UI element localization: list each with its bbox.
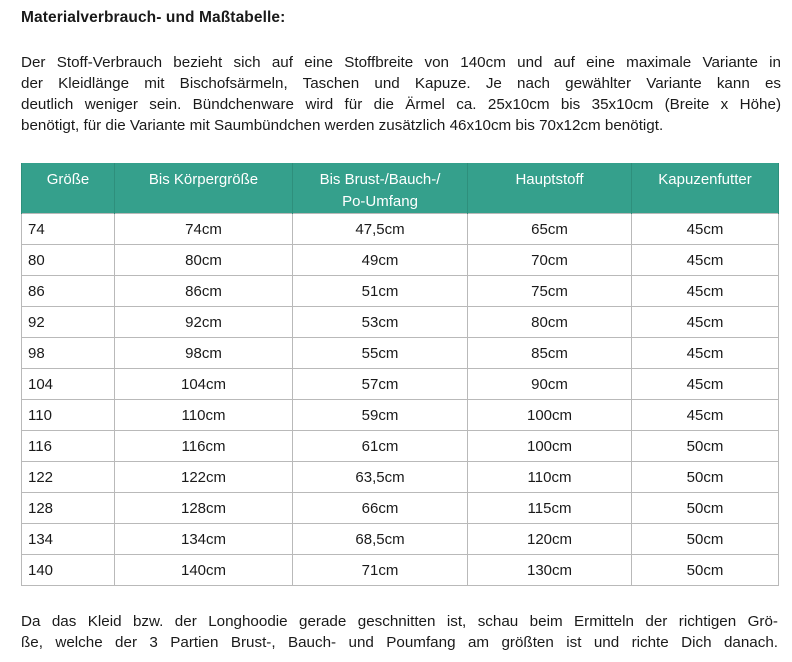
size-table — [21, 163, 779, 586]
table-cell: 80cm — [468, 307, 632, 338]
table-cell: 104cm — [115, 369, 293, 400]
table-cell: 98cm — [115, 338, 293, 369]
intro-paragraph — [21, 52, 781, 136]
header-chest-circumference — [293, 163, 468, 214]
table-row — [22, 307, 779, 338]
table-cell: 92 — [22, 307, 115, 338]
table-row — [22, 245, 779, 276]
table-cell: 45cm — [632, 307, 779, 338]
table-row — [22, 431, 779, 462]
header-size: Größe — [22, 163, 115, 214]
table-cell: 128cm — [115, 493, 293, 524]
table-cell: 80 — [22, 245, 115, 276]
table-cell: 61cm — [293, 431, 468, 462]
table-cell: 53cm — [293, 307, 468, 338]
header-body-height: Bis Körpergröße — [115, 163, 293, 214]
table-cell: 100cm — [468, 400, 632, 431]
table-cell: 74 — [22, 214, 115, 245]
table-cell: 49cm — [293, 245, 468, 276]
table-cell: 47,5cm — [293, 214, 468, 245]
table-cell: 104 — [22, 369, 115, 400]
table-cell: 115cm — [468, 493, 632, 524]
table-cell: 50cm — [632, 524, 779, 555]
table-cell: 110 — [22, 400, 115, 431]
table-cell: 45cm — [632, 338, 779, 369]
table-row — [22, 524, 779, 555]
table-cell: 140 — [22, 555, 115, 586]
table-cell: 116cm — [115, 431, 293, 462]
table-cell: 90cm — [468, 369, 632, 400]
table-cell: 71cm — [293, 555, 468, 586]
table-cell: 86 — [22, 276, 115, 307]
table-cell: 66cm — [293, 493, 468, 524]
table-row — [22, 276, 779, 307]
table-cell: 59cm — [293, 400, 468, 431]
table-cell: 63,5cm — [293, 462, 468, 493]
table-row — [22, 369, 779, 400]
table-cell: 98 — [22, 338, 115, 369]
table-cell: 55cm — [293, 338, 468, 369]
header-chest-line2: Po-Umfang — [342, 193, 418, 210]
table-cell: 140cm — [115, 555, 293, 586]
table-cell: 100cm — [468, 431, 632, 462]
table-cell: 74cm — [115, 214, 293, 245]
table-cell: 50cm — [632, 431, 779, 462]
intro-line: Der Stoff-Verbrauch bezieht sich auf eine Stoffbreite von 140cm und auf eine maximale Variante in — [21, 54, 781, 71]
table-header-row — [22, 163, 779, 214]
table-cell: 70cm — [468, 245, 632, 276]
table-cell: 75cm — [468, 276, 632, 307]
table-cell: 57cm — [293, 369, 468, 400]
table-cell: 92cm — [115, 307, 293, 338]
table-row — [22, 338, 779, 369]
table-cell: 51cm — [293, 276, 468, 307]
header-hood-lining: Kapuzenfutter — [632, 163, 779, 214]
table-cell: 68,5cm — [293, 524, 468, 555]
table-cell: 45cm — [632, 214, 779, 245]
intro-line: der Kleidlänge mit Bischofsärmeln, Taschen und Kapuze. Je nach gewählter Variante kann es — [21, 75, 781, 92]
table-cell: 45cm — [632, 369, 779, 400]
table-cell: 134 — [22, 524, 115, 555]
page-title: Materialverbrauch- und Maßtabelle: — [21, 9, 286, 26]
table-cell: 130cm — [468, 555, 632, 586]
table-row — [22, 400, 779, 431]
outro-line: ße, welche der 3 Partien Brust-, Bauch- und Poumfang am größten ist und richte Dich danach. — [21, 634, 778, 651]
table-cell: 122 — [22, 462, 115, 493]
table-cell: 65cm — [468, 214, 632, 245]
intro-line: deutlich weniger sein. Bündchenware wird für die Ärmel ca. 25x10cm bis 35x10cm (Breite x Höhe) — [21, 96, 781, 113]
table-cell: 86cm — [115, 276, 293, 307]
outro-line: Da das Kleid bzw. der Longhoodie gerade geschnitten ist, schau beim Ermitteln der richtigen Grö- — [21, 613, 778, 630]
table-cell: 120cm — [468, 524, 632, 555]
table-row — [22, 214, 779, 245]
table-cell: 110cm — [468, 462, 632, 493]
header-chest-line1: Bis Brust-/Bauch-/ — [319, 171, 441, 188]
table-cell: 50cm — [632, 493, 779, 524]
table-cell: 45cm — [632, 245, 779, 276]
table-cell: 134cm — [115, 524, 293, 555]
header-main-fabric: Hauptstoff — [468, 163, 632, 214]
table-row — [22, 555, 779, 586]
table-cell: 85cm — [468, 338, 632, 369]
table-cell: 116 — [22, 431, 115, 462]
table-cell: 110cm — [115, 400, 293, 431]
table-cell: 50cm — [632, 555, 779, 586]
table-cell: 50cm — [632, 462, 779, 493]
outro-paragraph — [21, 611, 778, 653]
table-cell: 80cm — [115, 245, 293, 276]
table-cell: 128 — [22, 493, 115, 524]
table-cell: 45cm — [632, 400, 779, 431]
table-cell: 122cm — [115, 462, 293, 493]
table-row — [22, 493, 779, 524]
intro-line: benötigt, für die Variante mit Saumbündchen werden zusätzlich 46x10cm bis 70x12cm benötigt. — [21, 117, 664, 134]
table-row — [22, 462, 779, 493]
table-cell: 45cm — [632, 276, 779, 307]
